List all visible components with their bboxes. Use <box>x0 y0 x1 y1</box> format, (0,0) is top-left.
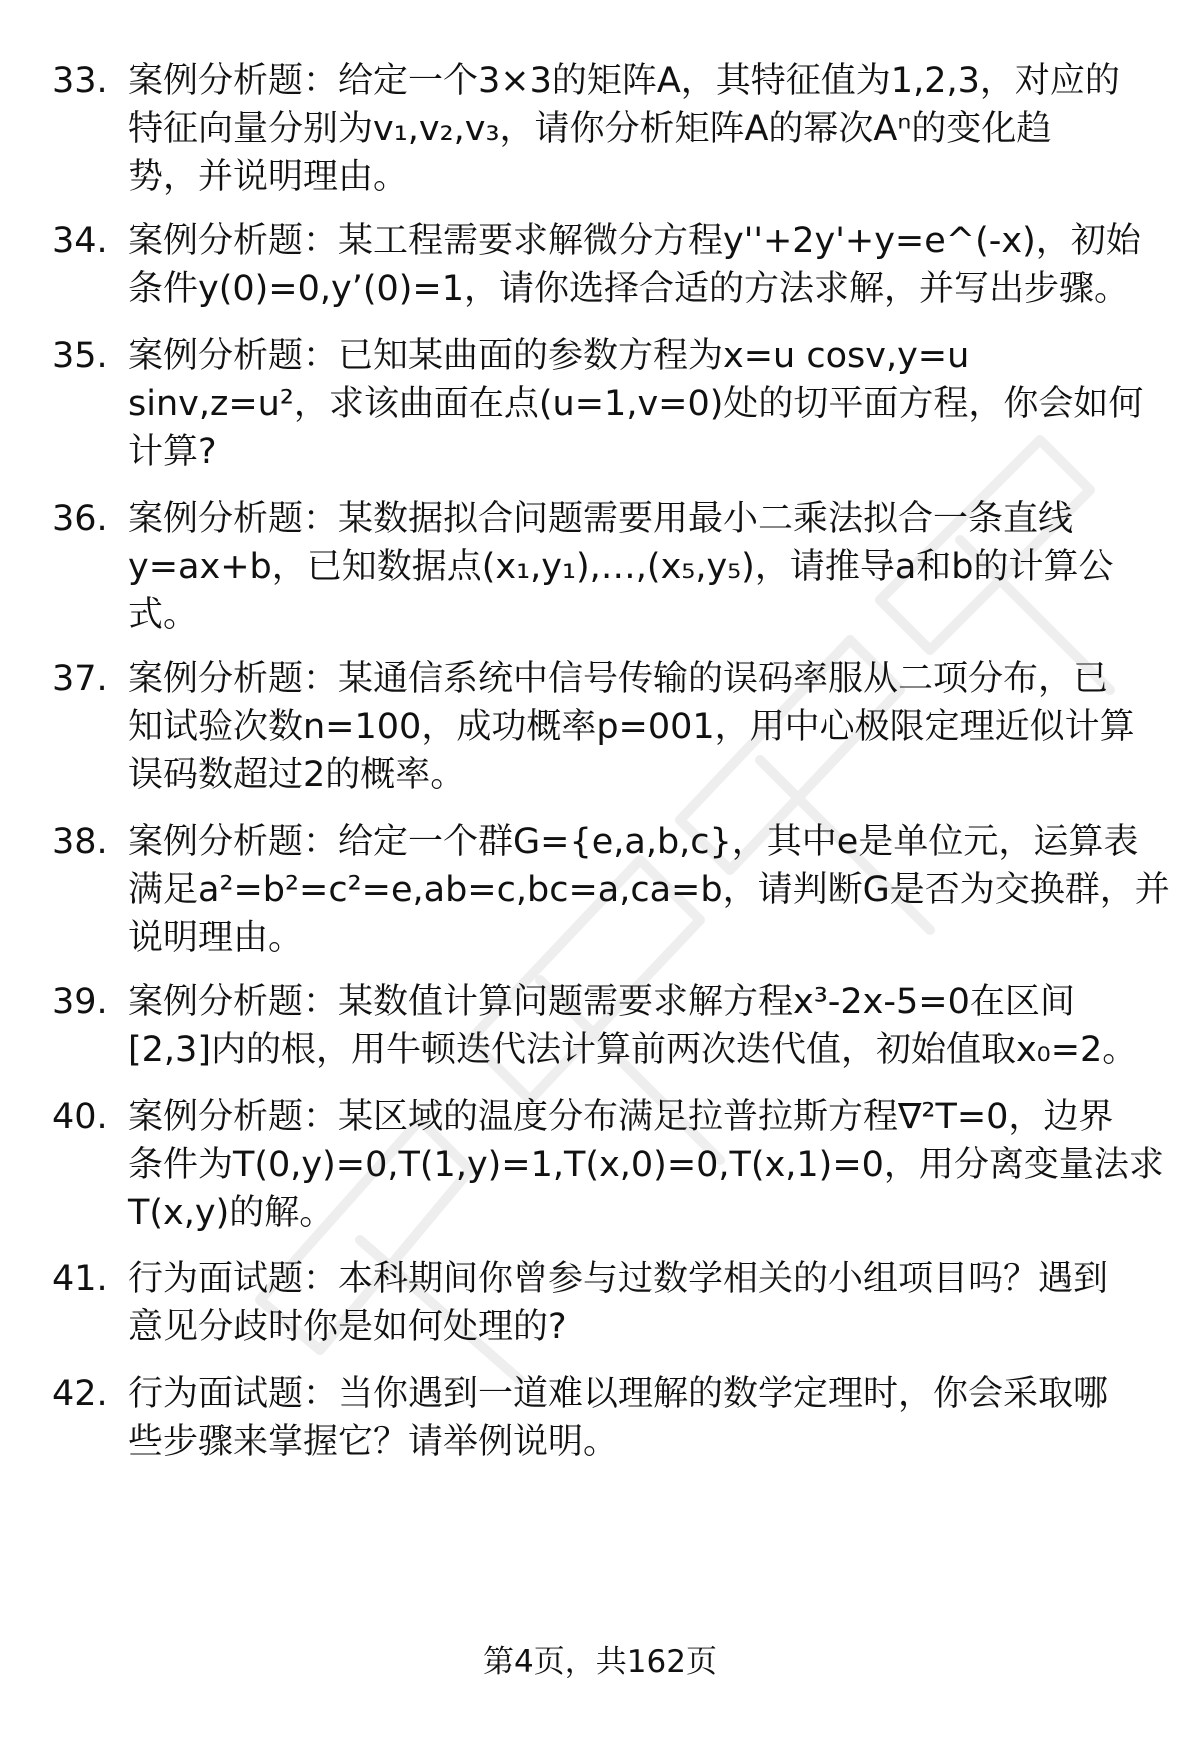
question-number: 41. <box>52 1259 108 1299</box>
question-text-line: 案例分析题：已知某曲面的参数方程为x=u cosv,y=u <box>128 336 970 376</box>
question-text <box>128 332 1148 476</box>
question-text-line: 行为面试题：本科期间你曾参与过数学相关的小组项目吗？遇到 <box>128 1259 1109 1299</box>
question-text-line: 案例分析题：某通信系统中信号传输的误码率服从二项分布，已 <box>128 659 1109 699</box>
question-text-line: 意见分歧时你是如何处理的? <box>128 1307 567 1347</box>
question-number: 33. <box>52 61 108 101</box>
question-text-line: sinv,z=u²，求该曲面在点(u=1,v=0)处的切平面方程，你会如何 <box>128 384 1144 424</box>
question-text-line: 行为面试题：当你遇到一道难以理解的数学定理时，你会采取哪 <box>128 1374 1109 1414</box>
question-text-line: 案例分析题：某数值计算问题需要求解方程x³-2x-5=0在区间 <box>128 982 1075 1022</box>
question-text <box>128 1093 1164 1237</box>
question-text-line: 误码数超过2的概率。 <box>128 755 466 795</box>
question-text-line: 势，并说明理由。 <box>128 157 409 197</box>
question-text-line: 说明理由。 <box>128 918 304 958</box>
question-text-line: 些步骤来掌握它？请举例说明。 <box>128 1422 619 1462</box>
question-text-line: 特征向量分别为v₁,v₂,v₃，请你分析矩阵A的幂次Aⁿ的变化趋 <box>128 109 1052 149</box>
question-text <box>128 1255 1148 1351</box>
question-text-line: [2,3]内的根，用牛顿迭代法计算前两次迭代值，初始值取x₀=2。 <box>128 1030 1138 1070</box>
question-text-line: 满足a²=b²=c²=e,ab=c,bc=a,ca=b，请判断G是否为交换群，并 <box>128 870 1170 910</box>
question-number: 39. <box>52 982 108 1022</box>
question-number: 42. <box>52 1374 108 1414</box>
question-text <box>128 495 1148 639</box>
question-text <box>128 217 1148 313</box>
question-number: 37. <box>52 659 108 699</box>
question-text <box>128 655 1148 799</box>
question-text-line: 条件y(0)=0,y’(0)=1，请你选择合适的方法求解，并写出步骤。 <box>128 269 1130 309</box>
question-number: 34. <box>52 221 108 261</box>
question-text-line: 案例分析题：某数据拟合问题需要用最小二乘法拟合一条直线 <box>128 499 1074 539</box>
page-number-footer: 第4页，共162页 <box>483 1644 717 1680</box>
question-text-line: 案例分析题：给定一个3×3的矩阵A，其特征值为1,2,3，对应的 <box>128 61 1120 101</box>
question-text-line: 计算? <box>128 432 217 472</box>
question-number: 36. <box>52 499 108 539</box>
question-text-line: 条件为T(0,y)=0,T(1,y)=1,T(x,0)=0,T(x,1)=0，用分离变量法求 <box>128 1145 1164 1185</box>
question-text-line: 案例分析题：某工程需要求解微分方程y''+2y'+y=e^(-x)，初始 <box>128 221 1141 261</box>
question-number: 35. <box>52 336 108 376</box>
question-text-line: 案例分析题：给定一个群G={e,a,b,c}，其中e是单位元，运算表 <box>128 822 1139 862</box>
question-text <box>128 1370 1148 1466</box>
question-text-line: 知试验次数n=100，成功概率p=001，用中心极限定理近似计算 <box>128 707 1135 747</box>
question-text-line: 式。 <box>128 595 199 635</box>
question-number: 38. <box>52 822 108 862</box>
question-text-line: T(x,y)的解。 <box>128 1193 335 1233</box>
question-text <box>128 978 1148 1074</box>
question-text <box>128 57 1148 201</box>
question-text <box>128 818 1170 962</box>
question-text-line: y=ax+b，已知数据点(x₁,y₁),…,(x₅,y₅)，请推导a和b的计算公 <box>128 547 1114 587</box>
question-text-line: 案例分析题：某区域的温度分布满足拉普拉斯方程∇²T=0，边界 <box>128 1097 1114 1137</box>
question-number: 40. <box>52 1097 108 1137</box>
